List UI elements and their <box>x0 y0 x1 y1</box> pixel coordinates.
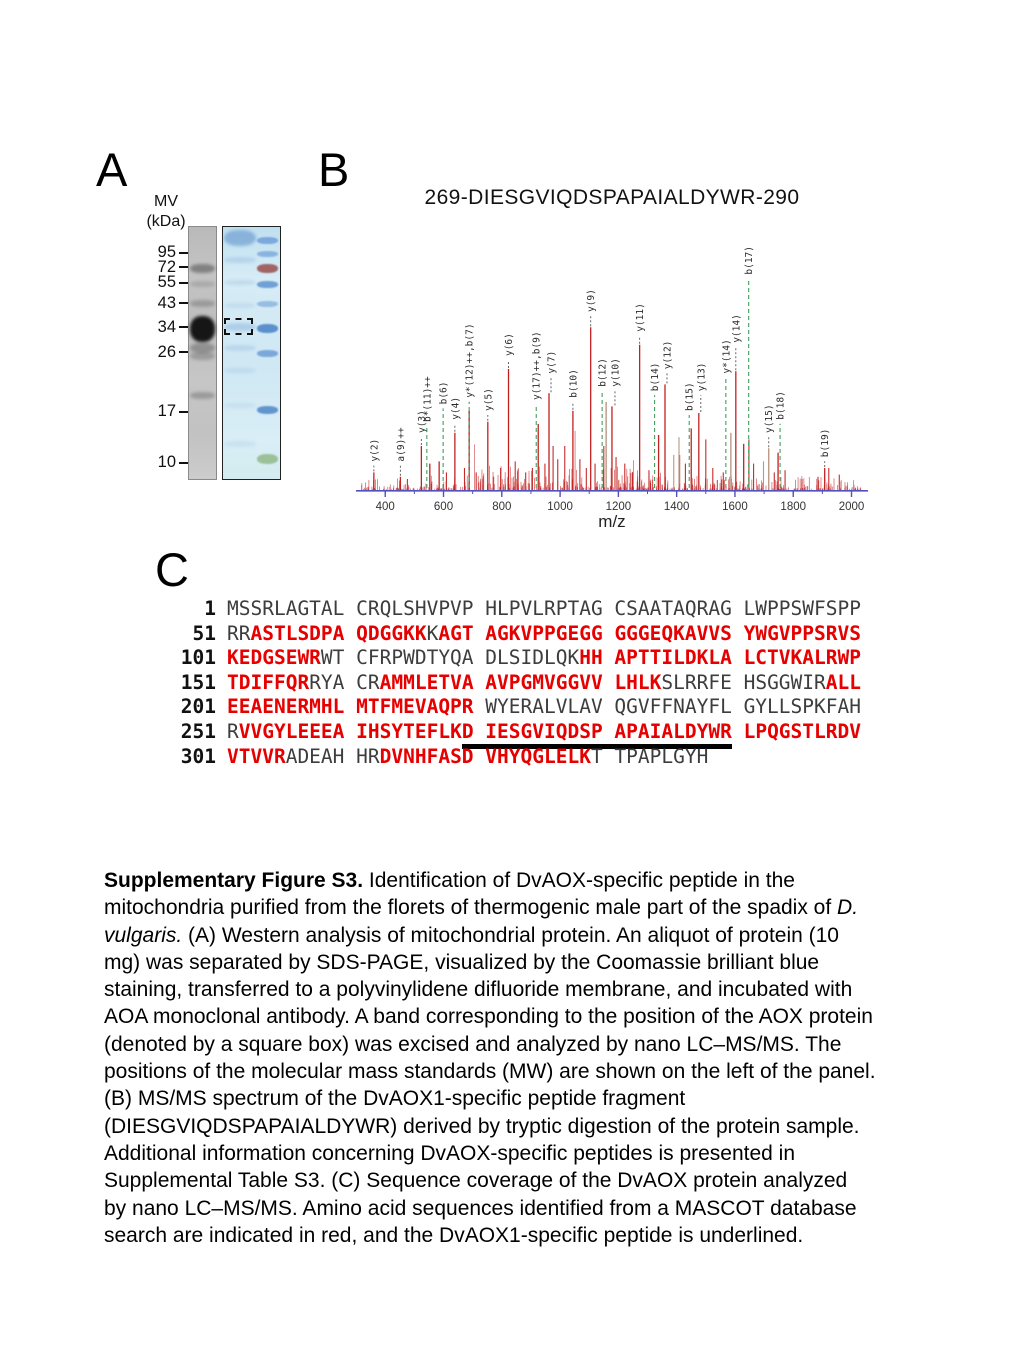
sequence-row <box>160 646 861 671</box>
sequence-row <box>160 745 861 770</box>
gel-band <box>224 345 256 351</box>
residue-number: 1 <box>204 597 216 620</box>
mw-marker-17 <box>158 402 188 422</box>
mw-value: 72 <box>157 257 176 276</box>
mw-marker-34 <box>158 317 188 337</box>
peak-label: y(15) <box>764 404 776 433</box>
gel-band <box>224 403 256 408</box>
x-tick-label: 1800 <box>780 501 807 513</box>
peak-label: y(12) <box>662 340 674 370</box>
gel-band <box>257 301 278 307</box>
sequence-row <box>160 671 861 696</box>
gel-band <box>190 264 215 273</box>
gel-band <box>224 257 256 263</box>
gel-band <box>224 280 256 285</box>
unmatched-sequence: T TPAPLGYH <box>590 744 709 768</box>
mw-tick <box>179 282 188 285</box>
caption-text: Supplemental Table S3. (C) Sequence coverage of the DvAOX protein analyzed <box>104 1169 848 1193</box>
x-tick-label: 1400 <box>663 501 690 513</box>
peak-label: b(17) <box>744 245 756 275</box>
mw-tick <box>179 266 188 269</box>
mw-marker-10 <box>158 453 188 473</box>
peptide-title: 269-DIESGVIQDSPAPAIALDYWR-290 <box>424 186 800 209</box>
gel-band <box>224 441 256 447</box>
unmatched-sequence: R <box>227 719 239 743</box>
residue-number: 101 <box>180 646 216 670</box>
excised-band-box <box>224 318 253 335</box>
sequence-row <box>160 622 861 647</box>
caption-text: by nano LC–MS/MS. Amino acid sequences identified from a MASCOT database <box>104 1196 857 1220</box>
peak-label: y(13) <box>696 362 708 392</box>
mw-tick <box>179 351 188 354</box>
unmatched-sequence: RR <box>227 621 251 645</box>
mw-value: 10 <box>157 453 176 472</box>
mw-value: 26 <box>157 342 176 361</box>
mw-value: 34 <box>157 317 176 336</box>
panel-b-letter: B <box>318 143 350 196</box>
caption-text: (DIESGVIQDSPAPAIALDYWR) derived by tryptic digestion of the protein sample. <box>104 1114 860 1138</box>
caption-text: AOA monoclonal antibody. A band corresponding to the position of the AOX protein <box>104 1005 873 1029</box>
matched-peptide: LPQGSTLRDV <box>731 719 861 743</box>
peak-label: b*(11)++ <box>422 376 434 422</box>
matched-peptide: KEDGSEWR <box>227 646 321 670</box>
caption-text: (A) Western analysis of mitochondrial protein. An aliquot of protein (10 <box>182 923 839 947</box>
gel-band <box>190 392 215 399</box>
matched-peptide: EEAENERMHL MTFMEVAQPR <box>227 695 474 719</box>
mw-marker-55 <box>158 273 188 293</box>
unmatched-sequence: RYA CR <box>309 670 380 694</box>
mw-value: 55 <box>157 273 176 292</box>
unmatched-sequence: WYERALVLAV QGVFFNAYFL GYLLSPKFAH <box>473 695 861 719</box>
mw-ladder <box>120 226 188 478</box>
coomassie-gel-lane <box>222 226 281 480</box>
figure-caption <box>104 867 956 1249</box>
mw-tick <box>179 462 188 465</box>
gel-band <box>257 237 278 244</box>
peak-label: y(6) <box>504 333 516 356</box>
x-tick-label: 1000 <box>547 501 573 513</box>
residue-number: 151 <box>180 670 216 694</box>
peak-label: b(19) <box>820 428 832 458</box>
spectrum-svg <box>352 225 872 513</box>
peak-label: y(11) <box>635 303 647 332</box>
peak-label: y(2) <box>369 438 381 462</box>
residue-number: 301 <box>180 744 216 768</box>
protein-sequence <box>160 597 861 769</box>
peak-label: y(4) <box>450 396 462 420</box>
mw-tick <box>179 326 188 329</box>
peak-label: b(14) <box>650 362 662 392</box>
caption-text: search are indicated in red, and the DvAOX1-specific peptide is underlined. <box>104 1223 804 1247</box>
peak-label: y(3) <box>416 410 428 433</box>
matched-peptide: VVGYLEEEA IHSYTEFLK <box>238 719 462 743</box>
gel-band <box>257 350 278 357</box>
peak-label: y(17)++,b(9) <box>531 331 543 400</box>
gel-band <box>224 368 256 373</box>
x-tick-label: 400 <box>375 501 395 513</box>
peak-label: b(15) <box>684 382 696 411</box>
peak-label: b(18) <box>775 391 787 420</box>
mw-value: 17 <box>157 402 176 421</box>
caption-text: (B) MS/MS spectrum of the DvAOX1-specific peptide fragment <box>104 1087 686 1111</box>
gel-band <box>190 281 215 287</box>
peak-label: b(6) <box>438 381 450 405</box>
matched-peptide: ASTLSDPA QDGGKK <box>250 621 427 645</box>
caption-text: (denoted by a square box) was excised and analyzed by nano LC–MS/MS. The <box>104 1032 842 1056</box>
x-tick-label: 2000 <box>838 501 865 513</box>
ms-spectrum <box>352 225 872 513</box>
caption-text: D. <box>837 896 859 920</box>
matched-peptide: AGT AGKVPPGEGG GGGEQKAVVS YWGVPPSRVS <box>438 621 861 645</box>
matched-peptide: DVNHFASD VHYQGLELK <box>379 744 591 768</box>
peak-label: a(9)++ <box>395 427 407 462</box>
residue-number: 251 <box>180 719 216 743</box>
unmatched-sequence: WT CFRPWDTYQA DLSIDLQK <box>320 646 580 670</box>
gel-band <box>224 230 256 246</box>
gel-band <box>190 316 215 342</box>
caption-text: Supplementary Figure S3. <box>104 869 364 892</box>
sequence-row <box>160 720 861 745</box>
gel-band <box>257 251 278 257</box>
caption-text: Additional information concerning DvAOX-specific peptides is presented in <box>104 1141 796 1165</box>
matched-peptide: HH APTTILDKLA LCTVKALRWP <box>579 646 861 670</box>
sequence-row <box>160 695 861 720</box>
peak-label: y*(14) <box>721 339 733 374</box>
panel-c-letter: C <box>155 543 189 596</box>
caption-text: vulgaris. <box>104 923 183 947</box>
mw-marker-43 <box>158 293 188 313</box>
caption-text: Identification of DvAOX-specific peptide in the <box>363 869 795 892</box>
gel-band <box>190 352 215 360</box>
peak-label: y(14) <box>731 314 743 343</box>
matched-peptide: VTVVR <box>227 744 286 768</box>
mw-tick <box>179 411 188 414</box>
mw-marker-26 <box>158 342 188 362</box>
caption-text: mg) was separated by SDS-PAGE, visualized by the Coomassie brilliant blue <box>104 950 820 974</box>
gel-band <box>257 406 278 414</box>
mz-axis-label: m/z <box>598 512 626 531</box>
mw-value: 43 <box>157 293 176 312</box>
peak-label: b(10) <box>568 369 580 398</box>
gel-band <box>190 300 215 307</box>
peak-label: y*(12)++,b(7) <box>464 323 476 398</box>
unmatched-sequence: ADEAH HR <box>285 744 380 768</box>
gel-band <box>257 281 278 288</box>
unmatched-sequence: MSSRLAGTAL CRQLSHVPVP HLPVLRPTAG CSAATAQRAG LWPPSWFSPP <box>227 597 861 620</box>
gel-band <box>257 324 278 333</box>
gel-band <box>224 303 256 308</box>
x-tick-label: 1200 <box>605 501 632 513</box>
residue-number: 201 <box>180 695 216 719</box>
caption-text: mitochondria purified from the florets of thermogenic male part of the spadix of <box>104 896 838 920</box>
peak-label: y(9) <box>586 289 598 312</box>
gel-band <box>257 454 278 464</box>
residue-number: 51 <box>192 621 216 645</box>
matched-peptide: AMMLETVA AVPGMVGGVV LHLK <box>379 670 662 694</box>
unmatched-sequence: K <box>426 621 439 645</box>
x-tick-label: 800 <box>492 501 512 513</box>
matched-peptide: ALL <box>825 670 862 694</box>
sequence-row <box>160 597 861 622</box>
gel-band <box>257 264 278 273</box>
x-tick-label: 600 <box>433 501 454 513</box>
peak-label: b(12) <box>597 358 609 387</box>
caption-text: positions of the molecular mass standards (MW) are shown on the left of the panel. <box>104 1060 876 1084</box>
unmatched-sequence: SLRRFE HSGGWIR <box>661 670 826 694</box>
specific-peptide-underlined: D IESGVIQDSP APAIALDYWR <box>462 720 732 749</box>
western-blot-lane <box>188 226 217 480</box>
mw-header-line1: MV <box>154 193 178 210</box>
mw-value: 95 <box>157 243 176 262</box>
peak-label: y(7) <box>546 350 558 374</box>
mw-tick <box>179 302 188 305</box>
mw-tick <box>179 252 188 255</box>
peak-label: y(10) <box>610 358 622 387</box>
matched-peptide: TDIFFQR <box>227 670 310 694</box>
peak-label: y(5) <box>483 388 495 411</box>
mw-header-line2: (kDa) <box>146 213 186 230</box>
panel-a-letter: A <box>96 143 128 196</box>
x-tick-label: 1600 <box>722 501 748 513</box>
caption-text: staining, transferred to a polyvinylidene difluoride membrane, and incubated with <box>104 978 853 1002</box>
